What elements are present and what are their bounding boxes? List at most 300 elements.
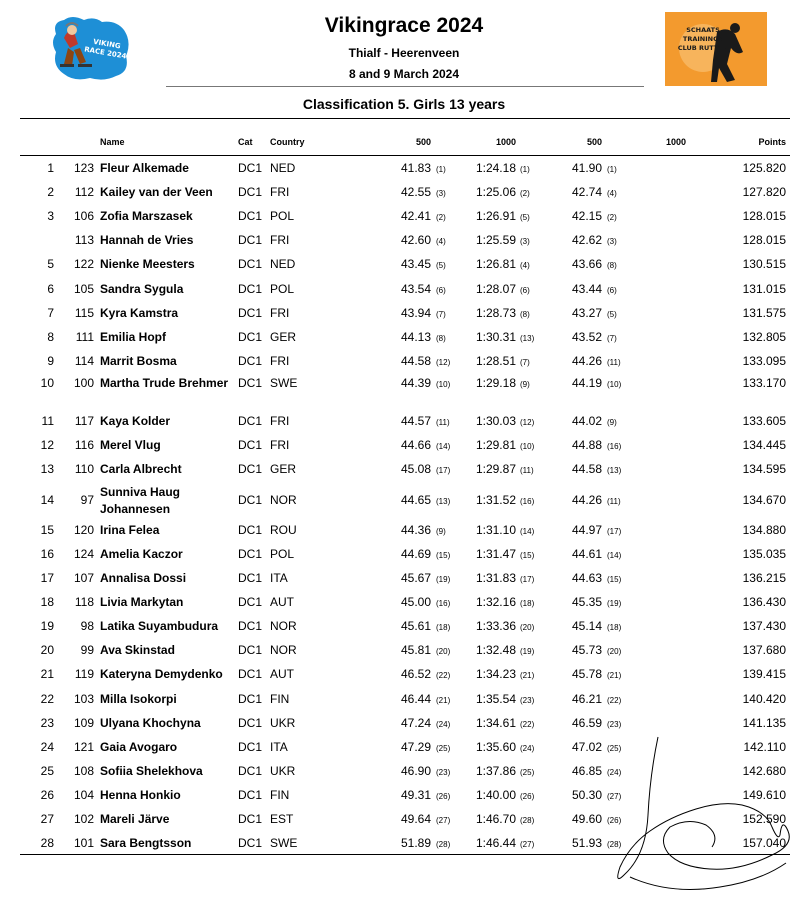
time-1000-first: 1:31.83	[475, 571, 516, 585]
athlete-name: Martha Trude Brehmer	[100, 376, 229, 390]
rank: 23	[40, 716, 54, 730]
country: ITA	[270, 571, 288, 585]
rank: 28	[40, 836, 54, 850]
rank: 13	[40, 462, 54, 476]
category: DC1	[238, 306, 263, 320]
start-number: 120	[73, 523, 94, 537]
time-500-first: 43.94	[400, 306, 431, 320]
points: 140.420	[742, 692, 786, 706]
points: 142.110	[743, 740, 786, 754]
athlete-name: Sandra Sygula	[100, 282, 184, 296]
time-500-first: 44.65	[400, 493, 431, 507]
time-1000-first: 1:31.10	[475, 523, 516, 537]
time-1000-first: 1:24.18	[475, 161, 516, 175]
category: DC1	[238, 257, 263, 271]
time-1000-first: 1:26.81	[475, 257, 516, 271]
rank-500-first: (7)	[436, 310, 446, 319]
time-500-first: 44.66	[400, 438, 431, 452]
start-number: 123	[73, 161, 94, 175]
venue: Thialf - Heerenveen	[348, 46, 460, 60]
rank-500-first: (1)	[436, 165, 446, 174]
page-title: Vikingrace 2024	[324, 14, 484, 37]
country: POL	[270, 282, 295, 296]
athlete-name: Carla Albrecht	[100, 462, 182, 476]
rank: 12	[40, 438, 54, 452]
points: 135.035	[742, 547, 786, 561]
time-500-second: 45.35	[571, 595, 602, 609]
rank-500-second: (22)	[607, 696, 622, 705]
rank-1000-first: (24)	[520, 744, 535, 753]
time-1000-first: 1:28.73	[475, 306, 516, 320]
rank-500-second: (6)	[607, 286, 617, 295]
rank-500-first: (10)	[436, 380, 451, 389]
athlete-name: Sunniva Haug Johannesen	[100, 485, 181, 516]
rank: 20	[40, 643, 54, 657]
rank: 6	[47, 282, 54, 296]
country: ITA	[270, 740, 288, 754]
start-number: 111	[75, 330, 94, 344]
rank-500-second: (18)	[607, 623, 622, 632]
category: DC1	[238, 209, 263, 223]
points: 132.805	[742, 330, 786, 344]
event-dates: 8 and 9 March 2024	[348, 67, 460, 81]
time-500-first: 46.44	[400, 692, 431, 706]
start-number: 109	[73, 716, 94, 730]
category: DC1	[238, 667, 263, 681]
points: 131.015	[742, 282, 786, 296]
points: 133.170	[742, 376, 786, 390]
rank-500-second: (8)	[607, 261, 617, 270]
rank-500-first: (9)	[436, 527, 446, 536]
athlete-name: Kateryna Demydenko	[100, 667, 223, 681]
category: DC1	[238, 414, 263, 428]
rank: 18	[40, 595, 54, 609]
time-500-second: 43.27	[571, 306, 602, 320]
rank-500-second: (11)	[607, 497, 621, 506]
athlete-name: Annalisa Dossi	[100, 571, 187, 585]
points: 128.015	[742, 209, 786, 223]
category: DC1	[238, 438, 263, 452]
rank-500-first: (28)	[436, 840, 451, 849]
col-header-1000-second: 1000	[665, 137, 686, 147]
time-500-second: 46.59	[571, 716, 602, 730]
country: AUT	[270, 667, 294, 681]
country: SWE	[270, 376, 298, 390]
rank-1000-first: (25)	[520, 768, 535, 777]
time-500-first: 47.24	[400, 716, 431, 730]
time-1000-first: 1:31.52	[475, 493, 516, 507]
rank: 2	[47, 185, 54, 199]
time-1000-first: 1:29.87	[475, 462, 516, 476]
time-1000-first: 1:33.36	[475, 619, 516, 633]
time-500-first: 46.52	[400, 667, 431, 681]
rank-1000-first: (6)	[520, 286, 530, 295]
time-500-first: 45.81	[400, 643, 431, 657]
time-1000-first: 1:25.06	[475, 185, 516, 199]
time-1000-first: 1:29.81	[475, 438, 516, 452]
logo-right-text: SCHAATS TRAININGS CLUB RUTTEN	[677, 26, 729, 52]
start-number: 113	[74, 233, 94, 247]
rank-500-first: (25)	[436, 744, 451, 753]
category: DC1	[238, 619, 263, 633]
points: 134.880	[742, 523, 786, 537]
time-1000-first: 1:32.16	[475, 595, 516, 609]
country: FIN	[270, 788, 290, 802]
rank-500-second: (21)	[607, 671, 622, 680]
start-number: 116	[74, 438, 94, 452]
col-header-500-second: 500	[586, 137, 602, 147]
start-number: 104	[73, 788, 94, 802]
athlete-name: Emilia Hopf	[100, 330, 167, 344]
time-500-second: 42.15	[571, 209, 602, 223]
time-500-first: 41.83	[400, 161, 431, 175]
header-divider	[166, 86, 644, 87]
time-500-first: 45.08	[400, 462, 431, 476]
start-number: 99	[80, 643, 94, 657]
rank: 19	[40, 619, 54, 633]
category: DC1	[238, 161, 263, 175]
start-number: 117	[74, 414, 94, 428]
time-500-first: 47.29	[400, 740, 431, 754]
athlete-name: Mareli Järve	[100, 812, 170, 826]
athlete-name: Sofiia Shelekhova	[100, 764, 203, 778]
rank: 21	[40, 667, 54, 681]
time-500-first: 44.69	[400, 547, 431, 561]
country: POL	[270, 547, 295, 561]
points: 136.430	[742, 595, 786, 609]
rank: 25	[40, 764, 54, 778]
points: 152.590	[742, 812, 786, 826]
rank-500-second: (16)	[607, 442, 622, 451]
athlete-name: Merel Vlug	[100, 438, 161, 452]
rank-1000-first: (22)	[520, 720, 535, 729]
category: DC1	[238, 812, 263, 826]
country: UKR	[270, 764, 296, 778]
time-500-first: 43.45	[400, 257, 431, 271]
points: 137.680	[742, 643, 786, 657]
time-500-second: 45.73	[571, 643, 602, 657]
time-500-second: 45.78	[571, 667, 602, 681]
time-500-second: 43.52	[571, 330, 602, 344]
time-500-second: 44.58	[571, 462, 602, 476]
rank-500-second: (3)	[607, 237, 617, 246]
rank-500-first: (2)	[436, 213, 446, 222]
time-500-second: 43.66	[571, 257, 602, 271]
rank-500-first: (21)	[436, 696, 451, 705]
rank-1000-first: (12)	[520, 418, 535, 427]
country: NED	[270, 257, 296, 271]
time-500-second: 44.19	[571, 376, 602, 390]
rank: 3	[47, 209, 54, 223]
country: GER	[270, 330, 297, 344]
time-500-second: 46.21	[571, 692, 602, 706]
rank-500-second: (1)	[607, 165, 617, 174]
country: FRI	[270, 354, 290, 368]
country: FIN	[270, 692, 290, 706]
rank-1000-first: (11)	[520, 466, 534, 475]
rank-500-second: (28)	[607, 840, 622, 849]
rank-500-first: (26)	[436, 792, 451, 801]
time-500-first: 45.61	[400, 619, 431, 633]
category: DC1	[238, 185, 263, 199]
rank: 5	[47, 257, 54, 271]
rank: 1	[47, 161, 54, 175]
rank: 10	[40, 376, 54, 390]
rank-500-second: (27)	[607, 792, 622, 801]
time-500-second: 49.60	[571, 812, 602, 826]
time-500-first: 49.31	[400, 788, 431, 802]
rank-500-second: (17)	[607, 527, 622, 536]
country: NED	[270, 161, 296, 175]
athlete-name: Latika Suyambudura	[100, 619, 219, 633]
category: DC1	[238, 523, 263, 537]
rank-500-first: (19)	[436, 575, 451, 584]
time-1000-first: 1:32.48	[475, 643, 516, 657]
rank-500-first: (13)	[436, 497, 451, 506]
rank: 14	[40, 493, 54, 507]
table-header-rule	[20, 155, 790, 156]
points: 157.040	[742, 836, 786, 850]
rank-1000-first: (28)	[520, 816, 535, 825]
rank-1000-first: (10)	[520, 442, 535, 451]
rank-1000-first: (7)	[520, 358, 530, 367]
country: ROU	[270, 523, 297, 537]
time-1000-first: 1:28.51	[475, 354, 516, 368]
rank-500-second: (23)	[607, 720, 622, 729]
time-500-first: 42.55	[400, 185, 431, 199]
points: 127.820	[742, 185, 786, 199]
country: FRI	[270, 233, 290, 247]
start-number: 112	[74, 185, 94, 199]
rank-500-second: (15)	[607, 575, 622, 584]
rank-500-first: (24)	[436, 720, 451, 729]
rank: 27	[40, 812, 54, 826]
start-number: 108	[73, 764, 94, 778]
athlete-name: Kailey van der Veen	[100, 185, 213, 199]
start-number: 115	[74, 306, 94, 320]
start-number: 102	[73, 812, 94, 826]
rank-1000-first: (14)	[520, 527, 535, 536]
country: FRI	[270, 414, 290, 428]
time-500-first: 42.60	[400, 233, 431, 247]
athlete-name: Amelia Kaczor	[100, 547, 183, 561]
rank-500-first: (17)	[436, 466, 451, 475]
time-1000-first: 1:46.44	[475, 836, 516, 850]
time-500-first: 44.57	[400, 414, 431, 428]
time-1000-first: 1:37.86	[475, 764, 516, 778]
points: 133.095	[742, 354, 786, 368]
col-header-points: Points	[758, 137, 786, 147]
athlete-name: Ulyana Khochyna	[100, 716, 201, 730]
time-500-second: 43.44	[571, 282, 602, 296]
start-number: 110	[74, 462, 94, 476]
time-500-second: 50.30	[571, 788, 602, 802]
athlete-name: Kyra Kamstra	[100, 306, 179, 320]
points: 131.575	[742, 306, 786, 320]
category: DC1	[238, 740, 263, 754]
athlete-name: Milla Isokorpi	[100, 692, 177, 706]
points: 133.605	[742, 414, 786, 428]
category: DC1	[238, 233, 263, 247]
start-number: 121	[73, 740, 94, 754]
col-header-country: Country	[270, 137, 305, 147]
points: 128.015	[742, 233, 786, 247]
athlete-name: Kaya Kolder	[100, 414, 171, 428]
country: NOR	[270, 643, 297, 657]
time-1000-first: 1:30.03	[475, 414, 516, 428]
category: DC1	[238, 692, 263, 706]
points: 134.670	[742, 493, 786, 507]
time-1000-first: 1:29.18	[475, 376, 516, 390]
start-number: 114	[74, 354, 94, 368]
category: DC1	[238, 716, 263, 730]
rank-500-second: (13)	[607, 466, 622, 475]
rank-500-first: (8)	[436, 334, 446, 343]
category: DC1	[238, 788, 263, 802]
category: DC1	[238, 376, 263, 390]
category: DC1	[238, 462, 263, 476]
time-500-first: 42.41	[400, 209, 431, 223]
category: DC1	[238, 836, 263, 850]
rank-500-second: (25)	[607, 744, 622, 753]
time-500-first: 44.58	[400, 354, 431, 368]
rank-1000-first: (1)	[520, 165, 530, 174]
time-500-second: 51.93	[571, 836, 602, 850]
rank-500-first: (11)	[436, 418, 450, 427]
country: GER	[270, 462, 297, 476]
time-500-first: 51.89	[400, 836, 431, 850]
time-1000-first: 1:25.59	[475, 233, 516, 247]
country: EST	[270, 812, 294, 826]
rank-1000-first: (13)	[520, 334, 535, 343]
athlete-name: Livia Markytan	[100, 595, 184, 609]
rank-500-first: (16)	[436, 599, 451, 608]
category: DC1	[238, 571, 263, 585]
category: DC1	[238, 764, 263, 778]
rank-500-second: (2)	[607, 213, 617, 222]
rank-500-second: (26)	[607, 816, 622, 825]
rank-1000-first: (26)	[520, 792, 535, 801]
time-500-first: 45.67	[400, 571, 431, 585]
rank-1000-first: (17)	[520, 575, 535, 584]
points: 141.135	[742, 716, 786, 730]
col-header-cat: Cat	[238, 137, 253, 147]
logo-left-text: VIKING RACE 2024	[83, 37, 128, 61]
time-1000-first: 1:40.00	[475, 788, 516, 802]
country: SWE	[270, 836, 298, 850]
rank-500-second: (24)	[607, 768, 622, 777]
rank: 7	[47, 306, 54, 320]
time-1000-first: 1:34.61	[475, 716, 516, 730]
start-number: 98	[80, 619, 94, 633]
rank-500-first: (6)	[436, 286, 446, 295]
athlete-name: Nienke Meesters	[100, 257, 195, 271]
start-number: 107	[73, 571, 94, 585]
start-number: 100	[73, 376, 94, 390]
points: 149.610	[742, 788, 786, 802]
rank: 15	[40, 523, 54, 537]
athlete-name: Marrit Bosma	[100, 354, 177, 368]
rank-500-second: (11)	[607, 358, 621, 367]
time-1000-first: 1:46.70	[475, 812, 516, 826]
category: DC1	[238, 547, 263, 561]
points: 137.430	[742, 619, 786, 633]
rank-500-second: (19)	[607, 599, 622, 608]
rank-500-second: (4)	[607, 189, 617, 198]
rank-500-first: (15)	[436, 551, 451, 560]
rank-1000-first: (19)	[520, 647, 535, 656]
category: DC1	[238, 595, 263, 609]
points: 136.215	[742, 571, 786, 585]
time-500-first: 43.54	[400, 282, 431, 296]
rank-500-first: (5)	[436, 261, 446, 270]
rank-1000-first: (23)	[520, 696, 535, 705]
rank-1000-first: (20)	[520, 623, 535, 632]
rank-500-first: (14)	[436, 442, 451, 451]
start-number: 103	[73, 692, 94, 706]
points: 142.680	[742, 764, 786, 778]
points: 139.415	[742, 667, 786, 681]
col-header-name: Name	[100, 137, 125, 147]
time-500-first: 45.00	[400, 595, 431, 609]
time-500-first: 44.13	[400, 330, 431, 344]
rank-1000-first: (21)	[520, 671, 535, 680]
country: NOR	[270, 619, 297, 633]
classification-title: Classification 5. Girls 13 years	[302, 96, 506, 112]
athlete-name: Henna Honkio	[100, 788, 181, 802]
time-500-second: 46.85	[571, 764, 602, 778]
rank-500-second: (20)	[607, 647, 622, 656]
time-500-first: 49.64	[400, 812, 431, 826]
country: AUT	[270, 595, 294, 609]
start-number: 106	[73, 209, 94, 223]
rank: 8	[47, 330, 54, 344]
time-500-second: 45.14	[571, 619, 602, 633]
rank-500-second: (14)	[607, 551, 622, 560]
athlete-name: Irina Felea	[100, 523, 160, 537]
start-number: 119	[74, 667, 94, 681]
category: DC1	[238, 354, 263, 368]
time-1000-first: 1:34.23	[475, 667, 516, 681]
time-1000-first: 1:28.07	[475, 282, 516, 296]
points: 134.595	[742, 462, 786, 476]
start-number: 124	[73, 547, 94, 561]
rank-500-first: (12)	[436, 358, 451, 367]
rank: 16	[40, 547, 54, 561]
time-500-second: 44.61	[571, 547, 602, 561]
time-1000-first: 1:35.60	[475, 740, 516, 754]
rank-1000-first: (15)	[520, 551, 535, 560]
rank: 24	[40, 740, 54, 754]
rank-1000-first: (4)	[520, 261, 530, 270]
rank-1000-first: (5)	[520, 213, 530, 222]
athlete-name: Ava Skinstad	[100, 643, 175, 657]
rank-1000-first: (8)	[520, 310, 530, 319]
time-500-first: 44.39	[400, 376, 431, 390]
rank-500-first: (20)	[436, 647, 451, 656]
category: DC1	[238, 493, 263, 507]
rank: 17	[40, 571, 54, 585]
rank-500-second: (9)	[607, 418, 617, 427]
time-1000-first: 1:26.91	[475, 209, 516, 223]
category: DC1	[238, 643, 263, 657]
time-500-second: 44.97	[571, 523, 602, 537]
rank-500-first: (27)	[436, 816, 451, 825]
rank: 9	[47, 354, 54, 368]
athlete-name: Hannah de Vries	[100, 233, 194, 247]
rank: 26	[40, 788, 54, 802]
time-500-second: 47.02	[571, 740, 602, 754]
